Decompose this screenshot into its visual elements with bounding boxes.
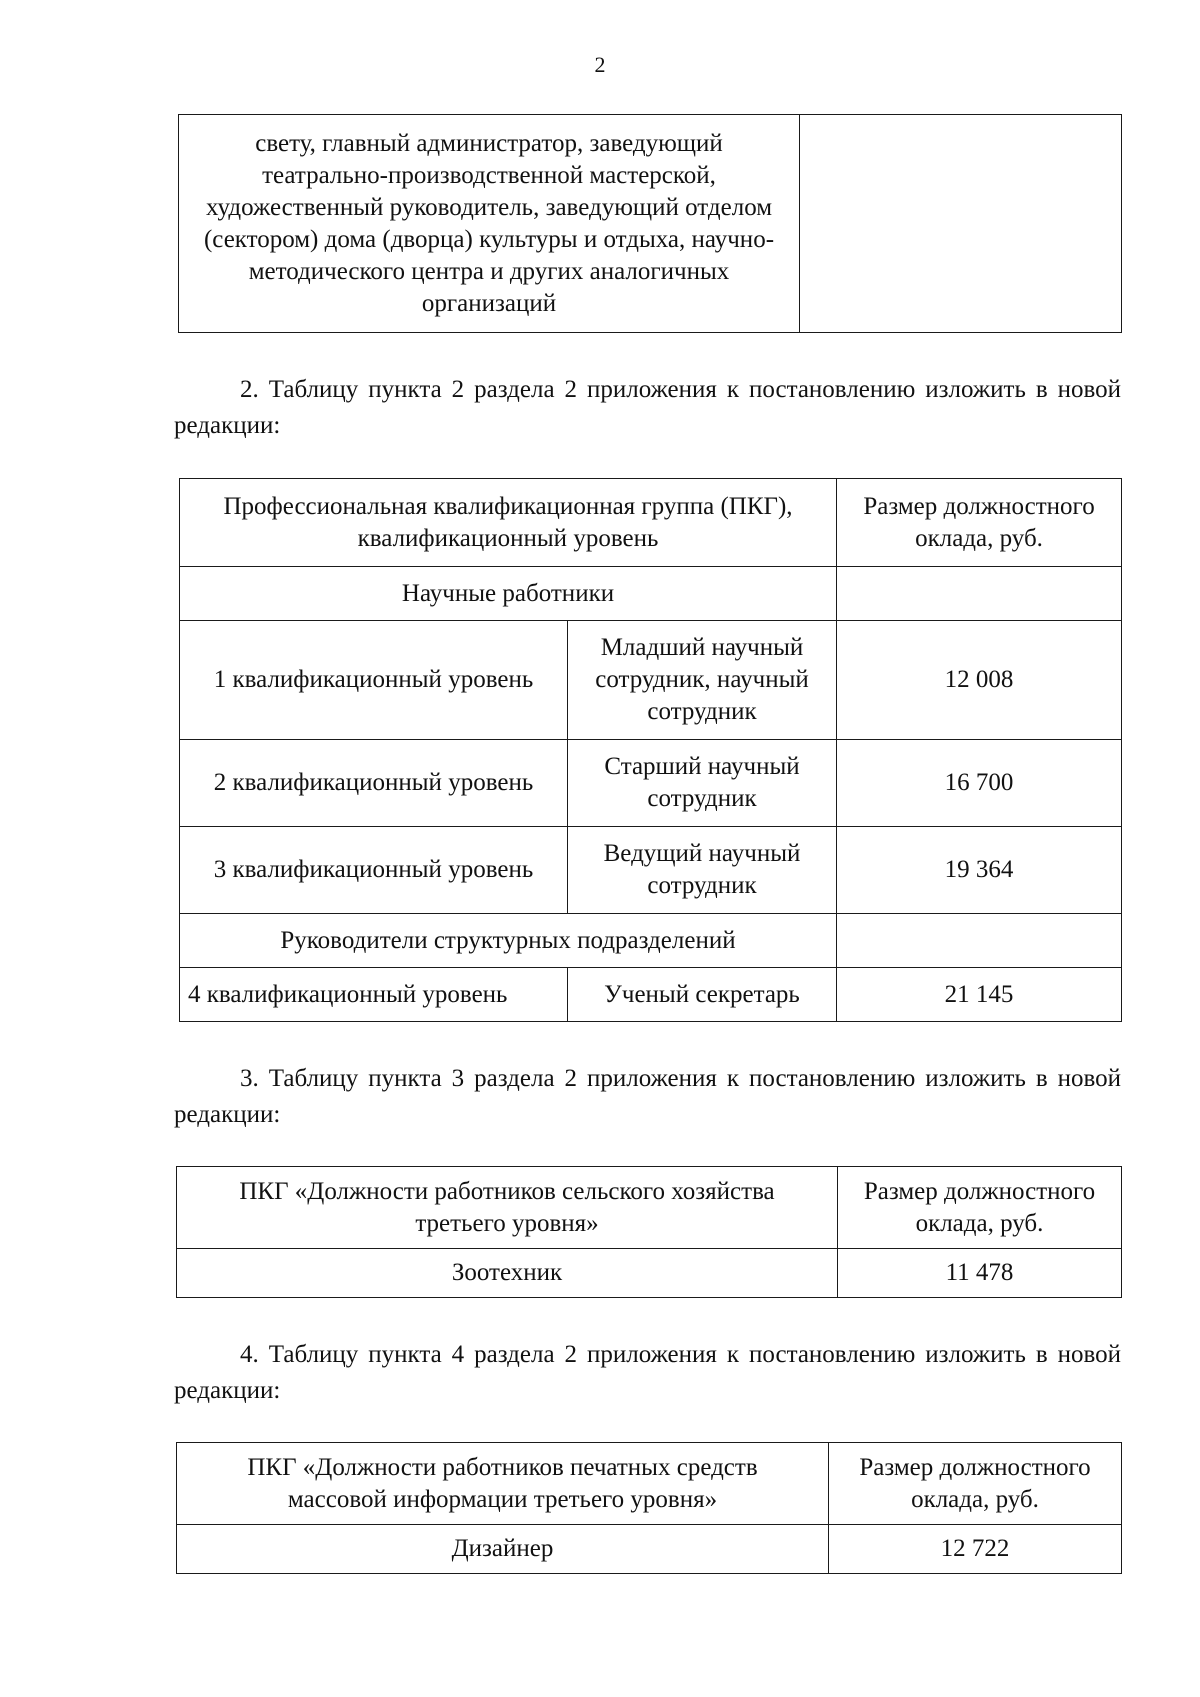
header-salary-cell: Размер должностного оклада, руб.: [837, 479, 1122, 567]
header-pkg-cell: ПКГ «Должности работников печатных средств массовой информации третьего уровня»: [177, 1443, 829, 1525]
level-cell: 2 квалификационный уровень: [180, 740, 568, 827]
table-row: [180, 740, 1122, 827]
group-empty-cell: [837, 914, 1122, 968]
section-4-text: 4. Таблицу пункта 4 раздела 2 приложения к постановлению изложить в новой редакции:: [174, 1341, 1121, 1404]
section-3-text: 3. Таблицу пункта 3 раздела 2 приложения к постановлению изложить в новой редакции:: [174, 1065, 1121, 1128]
group-row: [180, 914, 1122, 968]
table-row: [177, 1249, 1122, 1298]
salary-cell: 19 364: [837, 827, 1122, 914]
header-salary-cell: Размер должностного оклада, руб.: [829, 1443, 1122, 1525]
page-number: 2: [594, 52, 606, 77]
agriculture-table: [176, 1166, 1122, 1298]
table-header-row: [180, 479, 1122, 567]
position-cell: Дизайнер: [177, 1525, 829, 1574]
table-row: [180, 968, 1122, 1022]
continuation-table: [178, 114, 1122, 333]
continuation-position-cell: свету, главный администратор, заведующий театрально-производственной мастерской, художественный руководитель, заведующий отделом (сектором) дома (дворца) культуры и отдыха, научно-методического центра и других аналогичных организаций: [179, 115, 800, 333]
group-name-cell: Научные работники: [180, 567, 837, 621]
scientific-staff-table: [179, 478, 1122, 1022]
group-empty-cell: [837, 567, 1122, 621]
salary-cell: 12 722: [829, 1525, 1122, 1574]
salary-cell: 12 008: [837, 621, 1122, 740]
position-cell: Ведущий научный сотрудник: [568, 827, 837, 914]
level-cell: 1 квалификационный уровень: [180, 621, 568, 740]
section-4-paragraph: [174, 1337, 1121, 1409]
group-row: [180, 567, 1122, 621]
table-row: [180, 621, 1122, 740]
position-cell: Старший научный сотрудник: [568, 740, 837, 827]
table-header-row: [177, 1443, 1122, 1525]
salary-cell: 11 478: [838, 1249, 1122, 1298]
header-pkg-cell: Профессиональная квалификационная группа (ПКГ), квалификационный уровень: [180, 479, 837, 567]
salary-cell: 21 145: [837, 968, 1122, 1022]
section-2-paragraph: [174, 372, 1121, 444]
position-cell: Младший научный сотрудник, научный сотрудник: [568, 621, 837, 740]
table-row: [177, 1525, 1122, 1574]
table-header-row: [177, 1167, 1122, 1249]
continuation-empty-cell: [800, 115, 1122, 333]
group-name-cell: Руководители структурных подразделений: [180, 914, 837, 968]
header-salary-cell: Размер должностного оклада, руб.: [838, 1167, 1122, 1249]
level-cell: 4 квалификационный уровень: [180, 968, 568, 1022]
salary-cell: 16 700: [837, 740, 1122, 827]
table-row: [180, 827, 1122, 914]
position-cell: Зоотехник: [177, 1249, 838, 1298]
header-pkg-cell: ПКГ «Должности работников сельского хозяйства третьего уровня»: [177, 1167, 838, 1249]
mass-media-table: [176, 1442, 1122, 1574]
level-cell: 3 квалификационный уровень: [180, 827, 568, 914]
section-2-text: 2. Таблицу пункта 2 раздела 2 приложения к постановлению изложить в новой редакции:: [174, 376, 1121, 439]
section-3-paragraph: [174, 1061, 1121, 1133]
position-cell: Ученый секретарь: [568, 968, 837, 1022]
